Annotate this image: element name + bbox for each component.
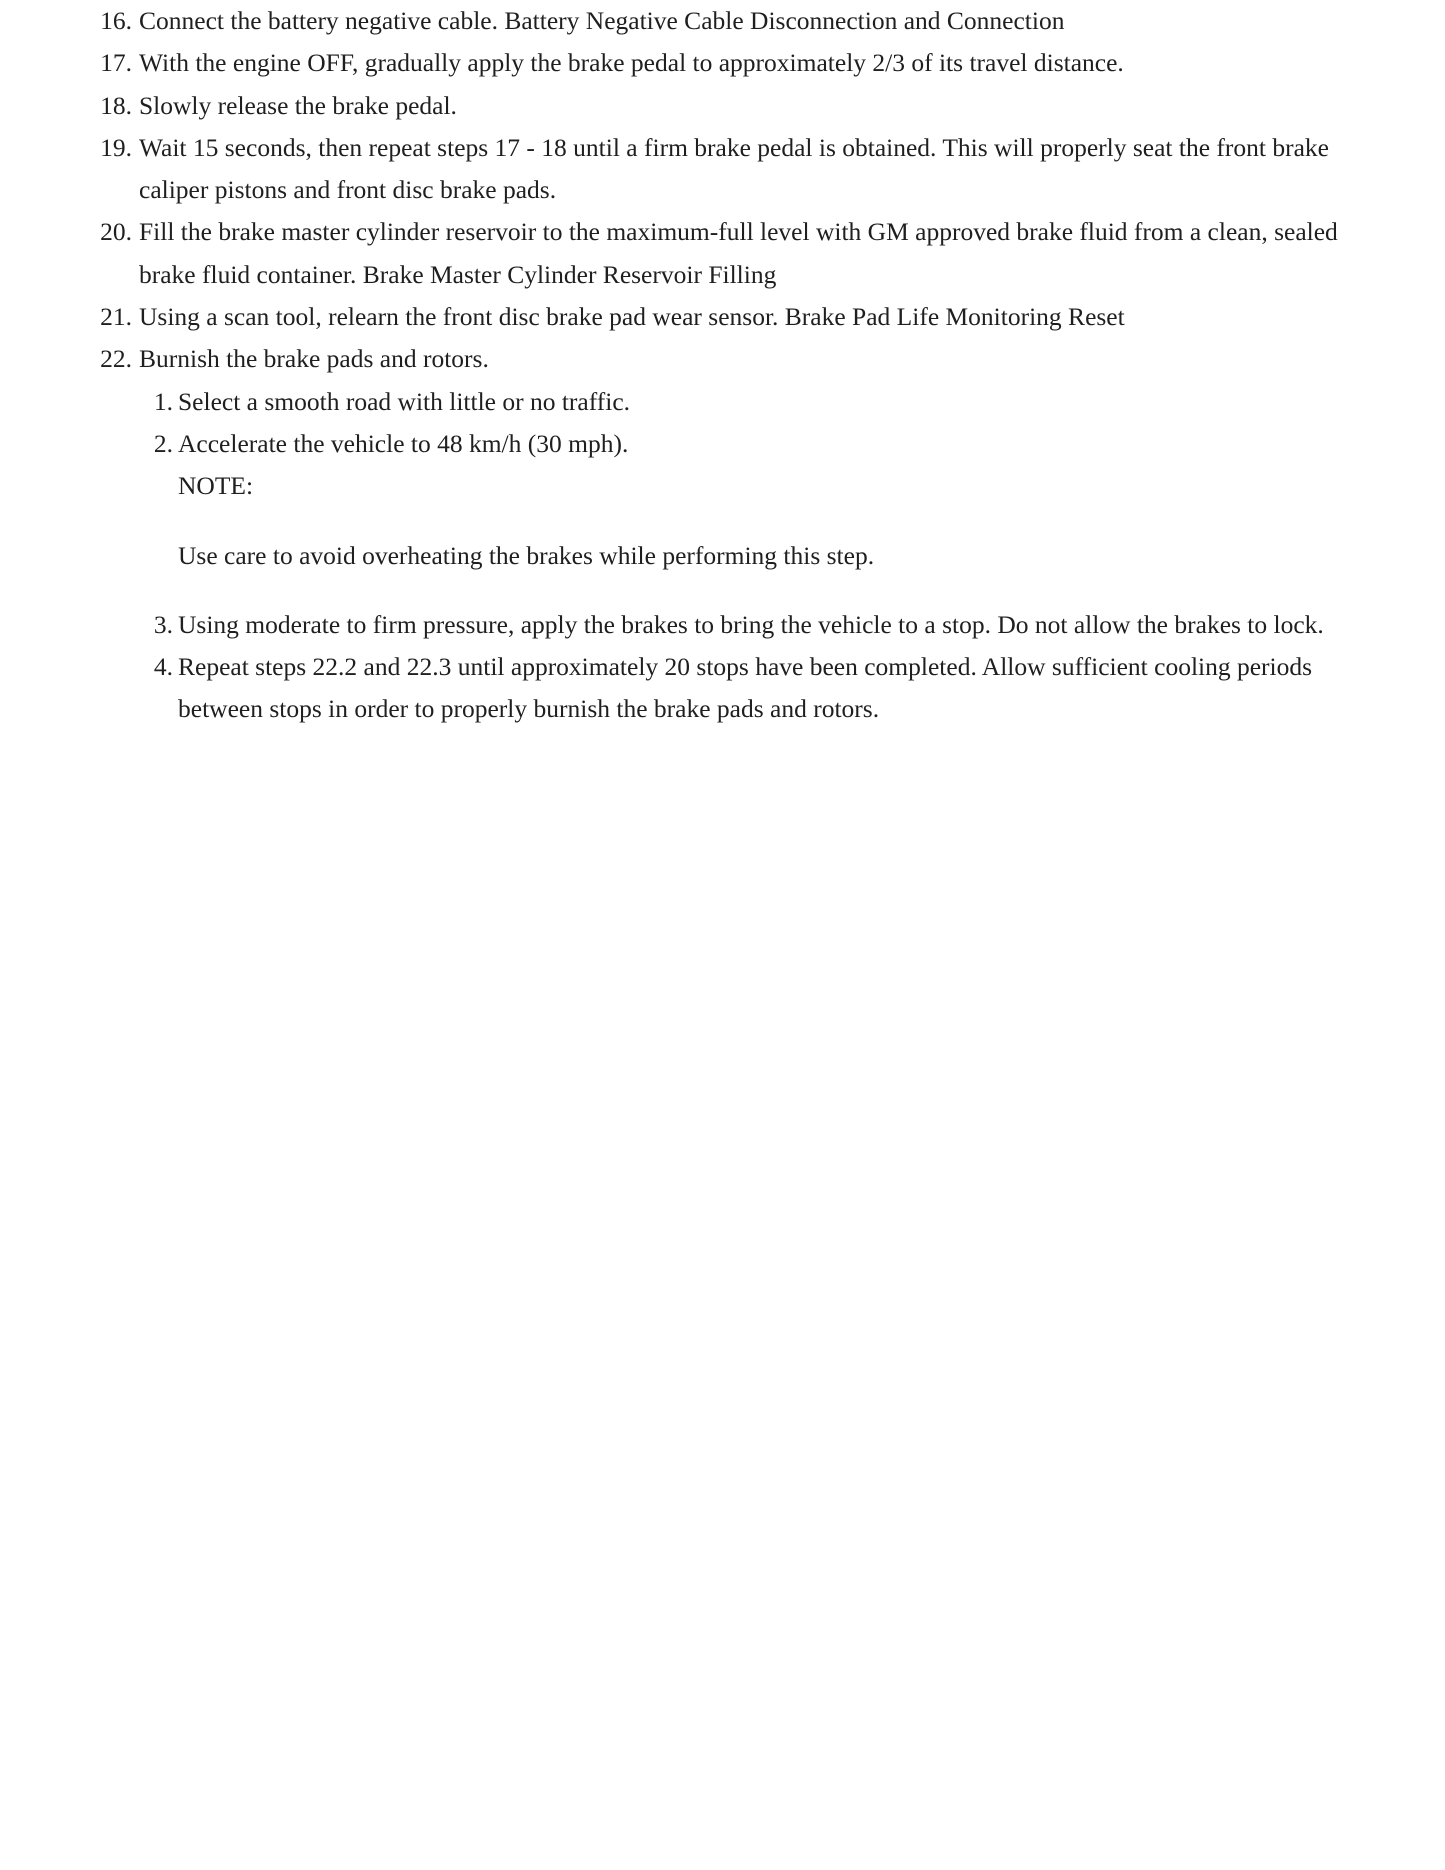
procedure-steps-list [0, 0, 1445, 731]
substep-number: 1. [153, 386, 173, 416]
note-block [178, 465, 1359, 577]
step-text: Slowly release the brake pedal. [139, 90, 457, 120]
substep-4 [139, 646, 1359, 731]
step-19 [0, 127, 1359, 212]
step-20 [0, 211, 1359, 296]
substep-number: 4. [153, 652, 173, 682]
step-number: 21. [100, 302, 132, 332]
step-number: 20. [100, 217, 132, 247]
step-number: 19. [100, 132, 132, 162]
substeps-list [139, 381, 1359, 731]
note-text: Use care to avoid overheating the brakes while performing this step. [178, 540, 875, 570]
step-text: Wait 15 seconds, then repeat steps 17 - 18 until a firm brake pedal is obtained. This will properly seat the front brake caliper pistons and front disc brake pads. [139, 132, 1329, 205]
step-text: With the engine OFF, gradually apply the brake pedal to approximately 2/3 of its travel distance. [139, 48, 1124, 78]
substep-number: 3. [153, 609, 173, 639]
step-18 [0, 85, 1359, 127]
step-text: Using a scan tool, relearn the front disc brake pad wear sensor. Brake Pad Life Monitoring Reset [139, 302, 1125, 332]
substep-text: Accelerate the vehicle to 48 km/h (30 mph). [178, 428, 629, 458]
step-number: 16. [100, 6, 132, 35]
substep-text: Repeat steps 22.2 and 22.3 until approximately 20 stops have been completed. Allow sufficient cooling periods between stops in order to properly burnish the brake pads and rotors. [178, 652, 1313, 724]
step-text: Fill the brake master cylinder reservoir to the maximum-full level with GM approved brake fluid from a clean, sealed brake fluid container. Brake Master Cylinder Reservoir Filling [139, 217, 1338, 289]
step-number: 22. [100, 344, 132, 374]
substep-text: Select a smooth road with little or no traffic. [178, 386, 631, 416]
substep-text: Using moderate to firm pressure, apply the brakes to bring the vehicle to a stop. Do not allow the brakes to lock. [178, 609, 1324, 639]
note-label: NOTE: [178, 471, 254, 501]
step-17 [0, 42, 1359, 84]
substep-1 [139, 381, 1359, 423]
step-text: Connect the battery negative cable. Battery Negative Cable Disconnection and Connection [139, 6, 1065, 35]
step-number: 18. [100, 90, 132, 120]
substep-3 [139, 604, 1359, 646]
substep-2 [139, 423, 1359, 577]
substep-number: 2. [153, 428, 173, 458]
step-21 [0, 296, 1359, 338]
step-number: 17. [100, 48, 132, 78]
step-22 [0, 338, 1359, 730]
step-text: Burnish the brake pads and rotors. [139, 344, 489, 374]
step-16 [0, 0, 1359, 42]
